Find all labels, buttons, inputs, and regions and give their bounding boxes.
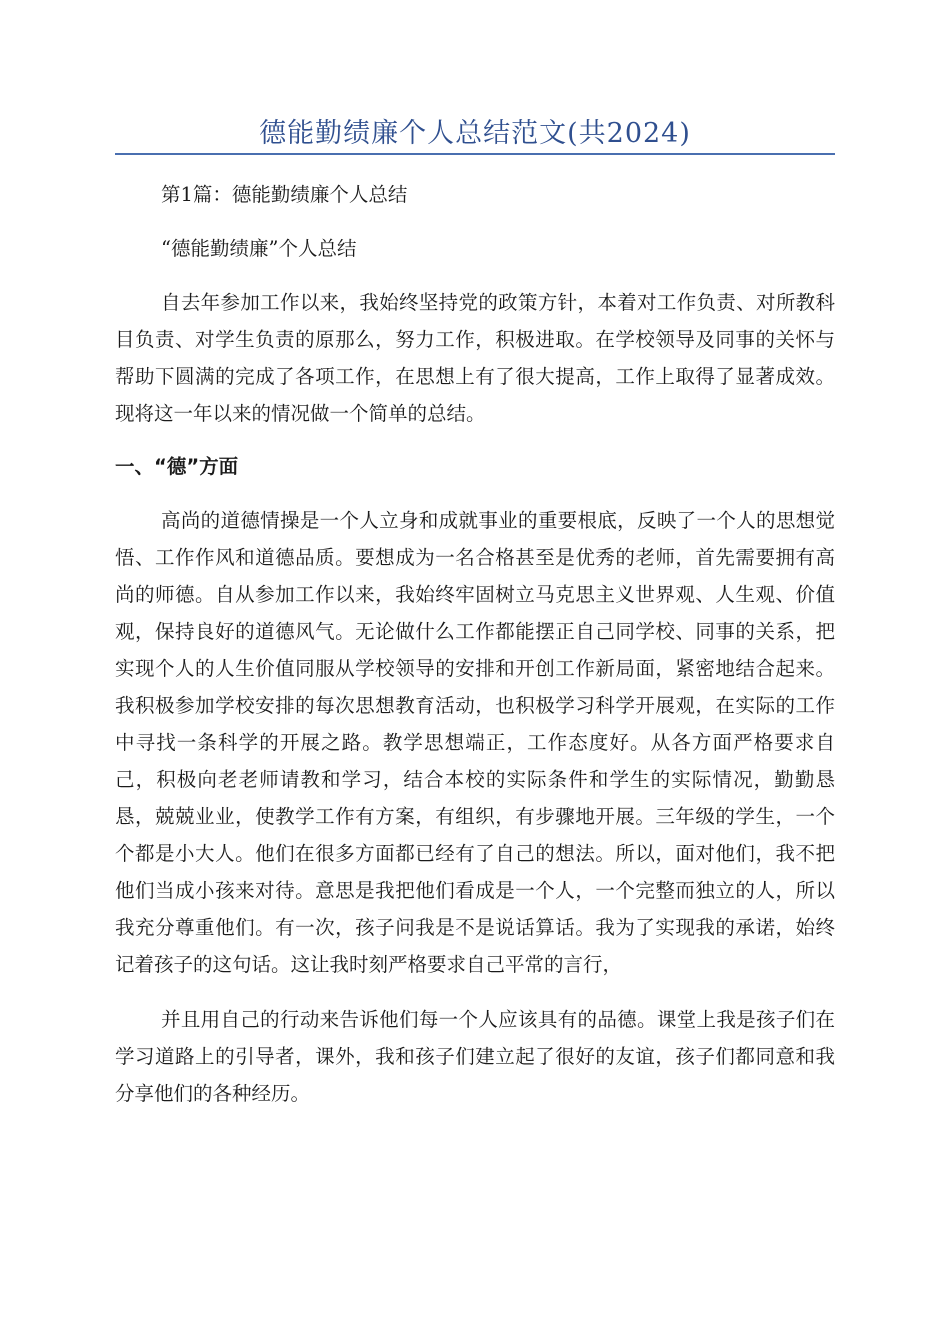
document-subtitle: “德能勤绩廉”个人总结 <box>161 237 357 260</box>
section-heading-de: 一、“德”方面 <box>115 455 239 478</box>
part-label: 第1篇：德能勤绩廉个人总结 <box>161 183 408 206</box>
section-de-paragraph-1: 高尚的道德情操是一个人立身和成就事业的重要根底，反映了一个人的思想觉悟、工作作风和道德品质。要想成为一名合格甚至是优秀的老师，首先需要拥有高尚的师德。自从参加工作以来，我始终牢固树立马克思主义世界观、人生观、价值观，保持良好的道德风气。无论做什么工作都能摆正自己同学校、同事的关系，把实现个人的人生价值同服从学校领导的安排和开创工作新局面，紧密地结合起来。我积极参加学校安排的每次思想教育活动，也积极学习科学开展观，在实际的工作中寻找一条科学的开展之路。教学思想端正，工作态度好。从各方面严格要求自己，积极向老老师请教和学习，结合本校的实际条件和学生的实际情况，勤勤恳恳，兢兢业业，使教学工作有方案，有组织，有步骤地开展。三年级的学生，一个个都是小大人。他们在很多方面都已经有了自己的想法。所以，面对他们，我不把他们当成小孩来对待。意思是我把他们看成是一个人，一个完整而独立的人，所以我充分尊重他们。有一次，孩子问我是不是说话算话。我为了实现我的承诺，始终记着孩子的这句话。这让我时刻严格要求自己平常的言行， <box>115 509 835 976</box>
title-underline <box>115 153 835 155</box>
section-de-paragraph-2: 并且用自己的行动来告诉他们每一个人应该具有的品德。课堂上我是孩子们在学习道路上的引导者，课外，我和孩子们建立起了很好的友谊，孩子们都同意和我分享他们的各种经历。 <box>115 1008 835 1105</box>
document-body <box>115 176 835 1112</box>
intro-paragraph: 自去年参加工作以来，我始终坚持党的政策方针，本着对工作负责、对所教科目负责、对学生负责的原那么，努力工作，积极进取。在学校领导及同事的关怀与帮助下圆满的完成了各项工作，在思想上有了很大提高，工作上取得了显著成效。现将这一年以来的情况做一个简单的总结。 <box>115 291 835 425</box>
document-title: 德能勤绩廉个人总结范文(共2024) <box>259 118 691 149</box>
